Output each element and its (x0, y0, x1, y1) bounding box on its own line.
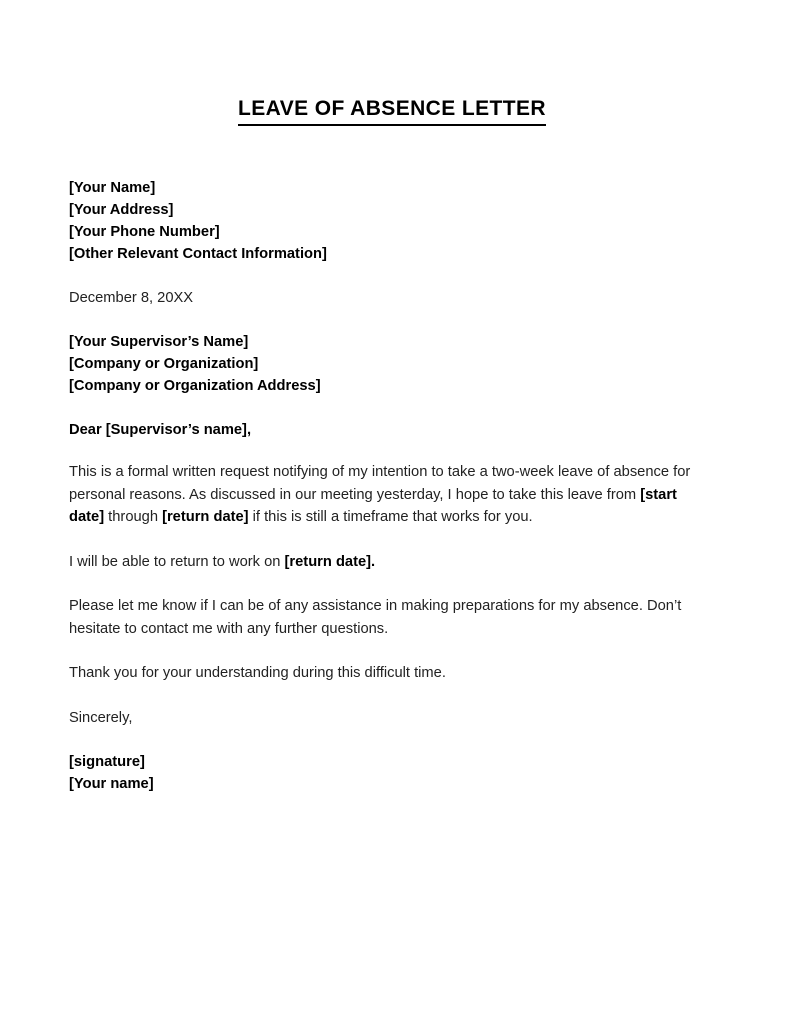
body-paragraph-2-segment-1: I will be able to return to work on (69, 553, 285, 570)
sender-phone: [Your Phone Number] (69, 224, 220, 241)
letter-date-block (69, 287, 715, 309)
page-title-text: LEAVE OF ABSENCE LETTER (238, 96, 546, 126)
letter-content (69, 0, 715, 795)
sender-address: [Your Address] (69, 202, 174, 219)
body-paragraph-1-segment-2: through (104, 509, 163, 526)
sender-other-contact: [Other Relevant Contact Information] (69, 246, 327, 263)
sender-address-block (69, 177, 715, 265)
recipient-company-address: [Company or Organization Address] (69, 378, 321, 395)
placeholder-return-date: [return date] (162, 509, 249, 526)
signature-block (69, 751, 715, 795)
salutation: Dear [Supervisor’s name], (69, 422, 252, 439)
body-paragraph-1-segment-1: This is a formal written request notifying of my intention to take a two-week leave of absence for personal reasons. As discussed in our meeting yesterday, I hope to take this leave from (69, 464, 691, 503)
body-paragraph-4: Thank you for your understanding during this difficult time. (69, 665, 446, 682)
letter-date: December 8, 20XX (69, 290, 194, 307)
page-title (69, 0, 715, 126)
placeholder-start-date: [start date] (69, 486, 677, 526)
body-paragraph-3: Please let me know if I can be of any assistance in making preparations for my absence. Don’t hesitate to contact me with any further questions. (69, 598, 682, 637)
body-paragraph-1 (69, 461, 715, 529)
recipient-supervisor-name: [Your Supervisor’s Name] (69, 334, 249, 351)
placeholder-return-date-2: [return date]. (284, 553, 376, 570)
recipient-address-block (69, 331, 715, 397)
recipient-company: [Company or Organization] (69, 356, 259, 373)
closing-line: Sincerely, (69, 709, 133, 726)
body-paragraph-1-segment-3: if this is still a timeframe that works for you. (248, 509, 533, 526)
sender-name: [Your Name] (69, 180, 156, 197)
salutation-block (69, 419, 715, 441)
signature-placeholder: [signature] (69, 754, 145, 771)
body-paragraph-2 (69, 551, 715, 574)
signer-name-placeholder: [Your name] (69, 776, 154, 793)
